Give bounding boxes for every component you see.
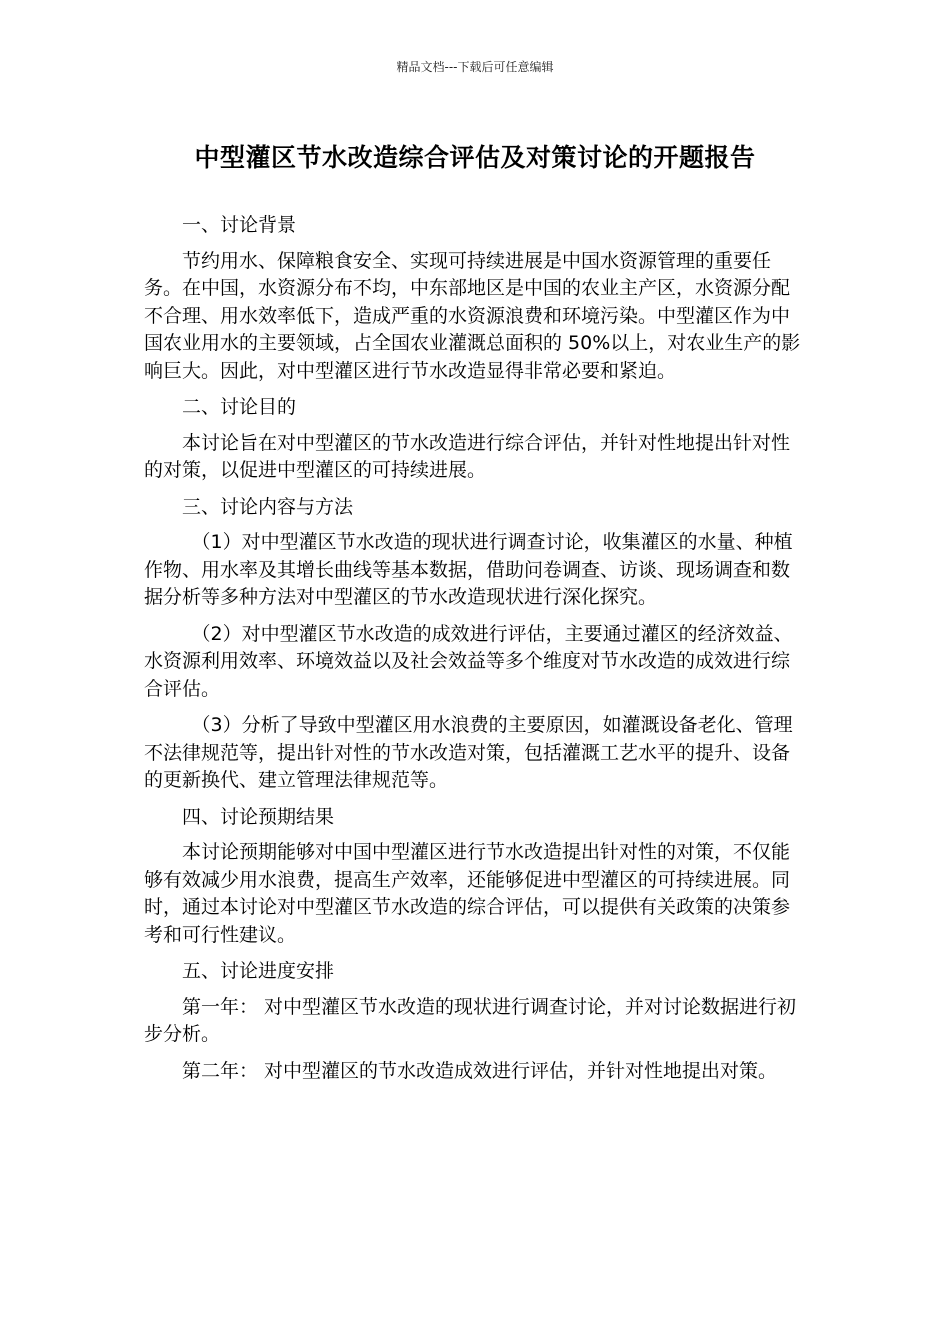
schedule-year-1: 第一年： 对中型灌区节水改造的现状进行调查讨论，并对讨论数据进行初步分析。 bbox=[144, 995, 797, 1045]
section-heading-content-methods: 三、讨论内容与方法 bbox=[182, 495, 354, 518]
schedule-year-2: 第二年： 对中型灌区的节水改造成效进行评估，并针对性地提出对策。 bbox=[182, 1059, 778, 1082]
method-item-2: （2）对中型灌区节水改造的成效进行评估，主要通过灌区的经济效益、水资源利用效率、环境效益以及社会效益等多个维度对节水改造的成效进行综合评估。 bbox=[144, 622, 793, 700]
paragraph-purpose: 本讨论旨在对中型灌区的节水改造进行综合评估，并针对性地提出针对性的对策，以促进中型灌区的可持续进展。 bbox=[144, 431, 791, 481]
document-title: 中型灌区节水改造综合评估及对策讨论的开题报告 bbox=[194, 143, 756, 172]
page-header-note: 精品文档---下载后可任意编辑 bbox=[396, 60, 554, 74]
paragraph-background: 节约用水、保障粮食安全、实现可持续进展是中国水资源管理的重要任务。在中国，水资源分布不均，中东部地区是中国的农业主产区，水资源分配不合理、用水效率低下，造成严重的水资源浪费和环境污染。中型灌区作为中国农业用水的主要领域，占全国农业灌溉总面积的 50%以上，对农业生产的影响巨大。因此，对中型灌区进行节水改造显得非常必要和紧迫。 bbox=[144, 249, 801, 382]
paragraph-expected-results: 本讨论预期能够对中国中型灌区进行节水改造提出针对性的对策，不仅能够有效减少用水浪费，提高生产效率，还能够促进中型灌区的可持续进展。同时，通过本讨论对中型灌区节水改造的综合评估，可以提供有关政策的决策参考和可行性建议。 bbox=[144, 841, 791, 946]
method-item-1: （1）对中型灌区节水改造的现状进行调查讨论，收集灌区的水量、种植作物、用水率及其增长曲线等基本数据，借助问卷调查、访谈、现场调查和数据分析等多种方法对中型灌区的节水改造现状进行深化探究。 bbox=[144, 531, 793, 608]
section-heading-background: 一、讨论背景 bbox=[182, 214, 297, 236]
document-body bbox=[144, 212, 806, 1094]
method-item-3: （3）分析了导致中型灌区用水浪费的主要原因，如灌溉设备老化、管理不法律规范等，提出针对性的节水改造对策，包括灌溉工艺水平的提升、设备的更新换代、建立管理法律规范等。 bbox=[144, 714, 793, 791]
section-heading-purpose: 二、讨论目的 bbox=[182, 396, 297, 418]
section-heading-schedule: 五、讨论进度安排 bbox=[182, 960, 335, 982]
section-heading-expected-results: 四、讨论预期结果 bbox=[182, 805, 335, 828]
